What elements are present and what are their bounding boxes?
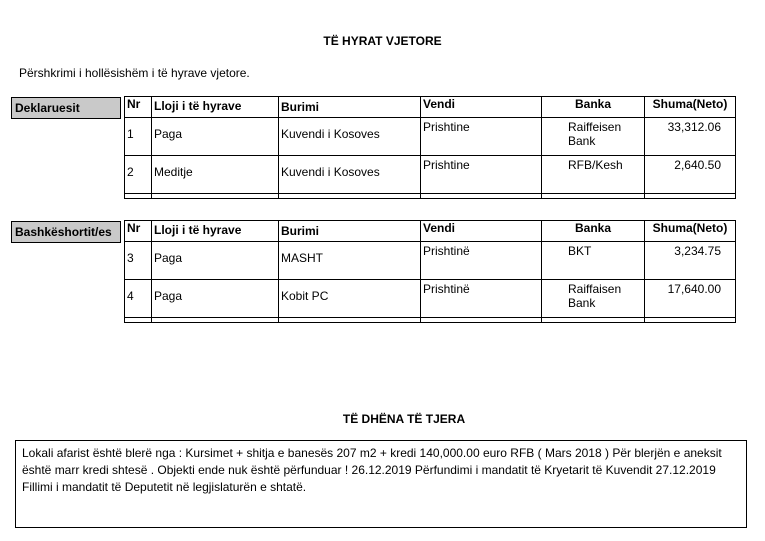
cell-amount: 3,234.75 xyxy=(645,242,736,280)
cell-place: Prishtinë xyxy=(421,242,542,280)
header-amount: Shuma(Neto) xyxy=(645,97,736,118)
cell-type: Paga xyxy=(152,242,279,280)
cell-place: Prishtinë xyxy=(421,280,542,318)
cell-source: MASHT xyxy=(279,242,421,280)
cell-nr: 3 xyxy=(125,242,152,280)
header-type: Lloji i të hyrave xyxy=(152,97,279,118)
intro-text: Përshkrimi i hollësishëm i të hyrave vjetore. xyxy=(19,66,250,80)
cell-bank: BKT xyxy=(542,242,645,280)
table-row xyxy=(125,280,736,318)
cell-type: Paga xyxy=(152,280,279,318)
cell-type: Meditje xyxy=(152,156,279,194)
cell-nr: 1 xyxy=(125,118,152,156)
cell-place: Prishtine xyxy=(421,156,542,194)
declarant-label: Deklaruesit xyxy=(11,97,121,119)
table-header-row xyxy=(125,97,736,118)
cell-nr: 4 xyxy=(125,280,152,318)
table-separator-row xyxy=(125,194,736,199)
table-row xyxy=(125,118,736,156)
other-info-box: Lokali afarist është blerë nga : Kursimet + shitja e banesës 207 m2 + kredi 140,000.00 euro RFB ( Mars 2018 ) Për blerjën e aneksit është marr kredi shtesë . Objekti ende nuk është përfunduar ! 26.12.2019 Përfundimi i mandatit të Kryetarit të Kuvendit 27.12.2019 Fillimi i mandatit të Deputetit në legjislaturën e shtatë. xyxy=(15,440,747,528)
header-amount: Shuma(Neto) xyxy=(645,221,736,242)
header-bank: Banka xyxy=(542,221,645,242)
cell-amount: 2,640.50 xyxy=(645,156,736,194)
header-bank: Banka xyxy=(542,97,645,118)
spouse-label: Bashkëshortit/es xyxy=(11,221,121,243)
table-header-row xyxy=(125,221,736,242)
cell-bank: RFB/Kesh xyxy=(542,156,645,194)
table-row xyxy=(125,242,736,280)
cell-source: Kobit PC xyxy=(279,280,421,318)
header-place: Vendi xyxy=(421,221,542,242)
table-row xyxy=(125,156,736,194)
spouse-income-table xyxy=(124,220,736,323)
other-info-title: TË DHËNA TË TJERA xyxy=(342,412,466,426)
declarant-income-table xyxy=(124,96,736,199)
header-nr: Nr xyxy=(125,221,152,242)
header-nr: Nr xyxy=(125,97,152,118)
header-type: Lloji i të hyrave xyxy=(152,221,279,242)
page-title: TË HYRAT VJETORE xyxy=(323,34,442,48)
cell-amount: 33,312.06 xyxy=(645,118,736,156)
cell-bank: Raiffaisen Bank xyxy=(542,280,645,318)
header-source: Burimi xyxy=(279,221,421,242)
header-source: Burimi xyxy=(279,97,421,118)
table-separator-row xyxy=(125,318,736,323)
cell-source: Kuvendi i Kosoves xyxy=(279,118,421,156)
cell-bank: Raiffeisen Bank xyxy=(542,118,645,156)
header-place: Vendi xyxy=(421,97,542,118)
cell-place: Prishtine xyxy=(421,118,542,156)
cell-nr: 2 xyxy=(125,156,152,194)
cell-type: Paga xyxy=(152,118,279,156)
cell-amount: 17,640.00 xyxy=(645,280,736,318)
cell-source: Kuvendi i Kosoves xyxy=(279,156,421,194)
